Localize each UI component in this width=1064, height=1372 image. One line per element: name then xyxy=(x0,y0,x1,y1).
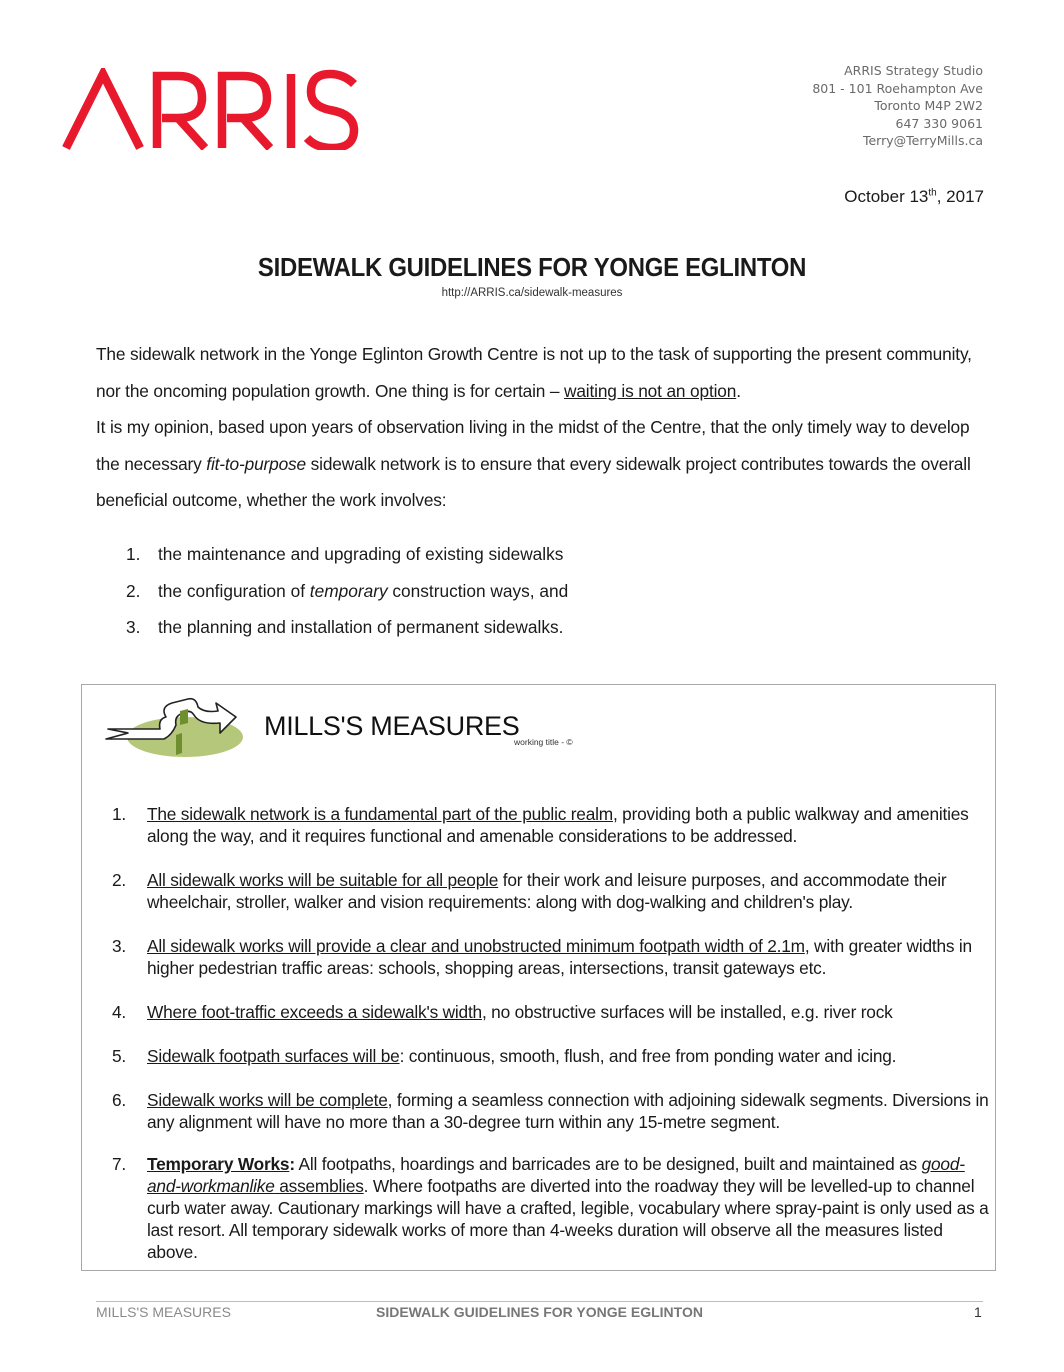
intro-p1-underlined: waiting is not an option xyxy=(564,380,737,401)
measure-number: 1. xyxy=(112,804,127,824)
document-date xyxy=(844,187,984,207)
footer-center: SIDEWALK GUIDELINES FOR YONGE EGLINTON xyxy=(376,1304,703,1320)
list-text-a: the configuration of xyxy=(158,580,310,601)
measure-item xyxy=(112,869,997,913)
list-number: 3. xyxy=(126,617,141,637)
intro-p1-end: . xyxy=(736,380,741,401)
measure-heading: Temporary Works xyxy=(147,1154,290,1174)
list-text-italic: temporary xyxy=(309,580,388,601)
work-list xyxy=(126,536,568,646)
measures-title: MILLS'S MEASURES xyxy=(264,711,520,741)
measure-heading: The sidewalk network is a fundamental part of the public realm xyxy=(147,804,613,824)
work-list-item xyxy=(126,573,568,610)
work-list-item xyxy=(126,536,568,573)
measure-item xyxy=(112,1089,997,1133)
intro-p2-end: sidewalk network is to ensure that every sidewalk project contributes towards the overall beneficial outcome, whether the work involves: xyxy=(96,453,971,510)
measure-heading: Sidewalk footpath surfaces will be xyxy=(147,1046,400,1066)
measure-text xyxy=(147,1045,997,1067)
list-text xyxy=(158,573,568,610)
letterhead-address xyxy=(812,62,983,150)
footer-left: MILLS'S MEASURES xyxy=(96,1304,231,1320)
list-text xyxy=(158,609,563,646)
date-year: , 2017 xyxy=(936,187,984,206)
measures-box xyxy=(81,684,996,1271)
intro-text xyxy=(96,336,986,519)
measure-body: , forming a seamless connection with adjoining sidewalk segments. Diversions in any alignment will have no more than a 30-degree turn within any 15-metre segment. xyxy=(147,1090,989,1132)
measure-body-b: . Where footpaths are diverted into the roadway they will be levelled-up to channel curb water away. Cautionary markings will have a crafted, legible, vocabulary where spray-paint is only used as a last resort. All temporary sidewalk works of more than 4-weeks duration will observe all the measures listed above. xyxy=(147,1176,989,1262)
address-city: Toronto M4P 2W2 xyxy=(874,98,983,113)
intro-p2-text: It is my opinion, based upon years of observation living in the midst of the Centre, that the only timely way to develop the necessary xyxy=(96,417,970,474)
measure-number: 7. xyxy=(112,1154,127,1174)
measure-number: 3. xyxy=(112,936,127,956)
date-suffix: th xyxy=(928,187,937,199)
address-studio: ARRIS Strategy Studio xyxy=(844,63,983,78)
measure-body-a: All footpaths, hoardings and barricades are to be designed, built and maintained as xyxy=(294,1154,922,1174)
measure-heading: Sidewalk works will be complete xyxy=(147,1090,388,1110)
measure-text xyxy=(147,1153,997,1263)
measure-text xyxy=(147,869,997,913)
arris-logo xyxy=(62,68,362,150)
measure-heading: All sidewalk works will provide a clear and unobstructed minimum footpath width of 2.1m xyxy=(147,936,805,956)
measure-item xyxy=(112,935,997,979)
date-month-day: October 13 xyxy=(844,187,929,206)
measure-body: : continuous, smooth, flush, and free from ponding water and icing. xyxy=(399,1046,897,1066)
list-number: 2. xyxy=(126,580,141,601)
measure-italic-underlined: good-and-workmanlike xyxy=(147,1154,965,1196)
intro-p2-italic: fit-to-purpose xyxy=(206,453,307,474)
document-title: SIDEWALK GUIDELINES FOR YONGE EGLINTON xyxy=(257,252,807,282)
measures-subtitle: working title - © xyxy=(514,737,573,747)
measure-body: , no obstructive surfaces will be installed, e.g. river rock xyxy=(481,1002,893,1022)
address-phone: 647 330 9061 xyxy=(895,115,983,131)
intro-p1-text: The sidewalk network in the Yonge Eglinton Growth Centre is not up to the task of supporting the present community, nor the oncoming population growth. One thing is for certain – xyxy=(96,344,972,401)
measure-body: for their work and leisure purposes, and accommodate their wheelchair, stroller, walker and vision requirements: along with dog-walking and children's play. xyxy=(147,870,947,912)
work-list-item xyxy=(126,609,568,646)
list-text-a: the planning and installation of permanent sidewalks. xyxy=(158,617,564,637)
list-number: 1. xyxy=(126,544,141,564)
document-url[interactable]: http://ARRIS.ca/sidewalk-measures xyxy=(441,287,623,299)
measure-text xyxy=(147,935,997,979)
measure-colon: : xyxy=(289,1154,295,1174)
measure-number: 6. xyxy=(112,1090,127,1110)
measure-item xyxy=(112,1045,997,1067)
intro-paragraph-2 xyxy=(96,409,986,519)
list-text xyxy=(158,536,563,573)
measure-body: , with greater widths in higher pedestrian traffic areas: schools, shopping areas, intersections, transit gateways etc. xyxy=(147,936,972,978)
measure-text xyxy=(147,1089,997,1133)
address-street: 801 - 101 Roehampton Ave xyxy=(812,80,983,96)
measure-number: 4. xyxy=(112,1002,127,1022)
measure-heading: All sidewalk works will be suitable for all people xyxy=(147,870,499,890)
page-number: 1 xyxy=(974,1304,982,1320)
measure-text xyxy=(147,803,997,847)
footer-divider xyxy=(96,1301,983,1302)
measure-number: 2. xyxy=(112,870,127,890)
intro-paragraph-1 xyxy=(96,336,986,409)
measure-number: 5. xyxy=(112,1046,127,1066)
winding-path-icon xyxy=(100,689,250,759)
list-text-b: construction ways, and xyxy=(387,580,569,601)
measure-heading: Where foot-traffic exceeds a sidewalk's width xyxy=(147,1002,482,1022)
measure-item xyxy=(112,1001,997,1023)
list-text-a: the maintenance and upgrading of existing sidewalks xyxy=(158,544,564,564)
measure-item-temporary-works xyxy=(112,1153,997,1263)
measure-item xyxy=(112,803,997,847)
measures-list xyxy=(112,803,997,1285)
measure-body: , providing both a public walkway and amenities along the way, and it requires functional and amenable considerations to be addressed. xyxy=(147,804,969,846)
address-email[interactable]: Terry@TerryMills.ca xyxy=(862,133,983,148)
measure-text xyxy=(147,1001,997,1023)
measure-underlined: assemblies xyxy=(274,1176,364,1196)
